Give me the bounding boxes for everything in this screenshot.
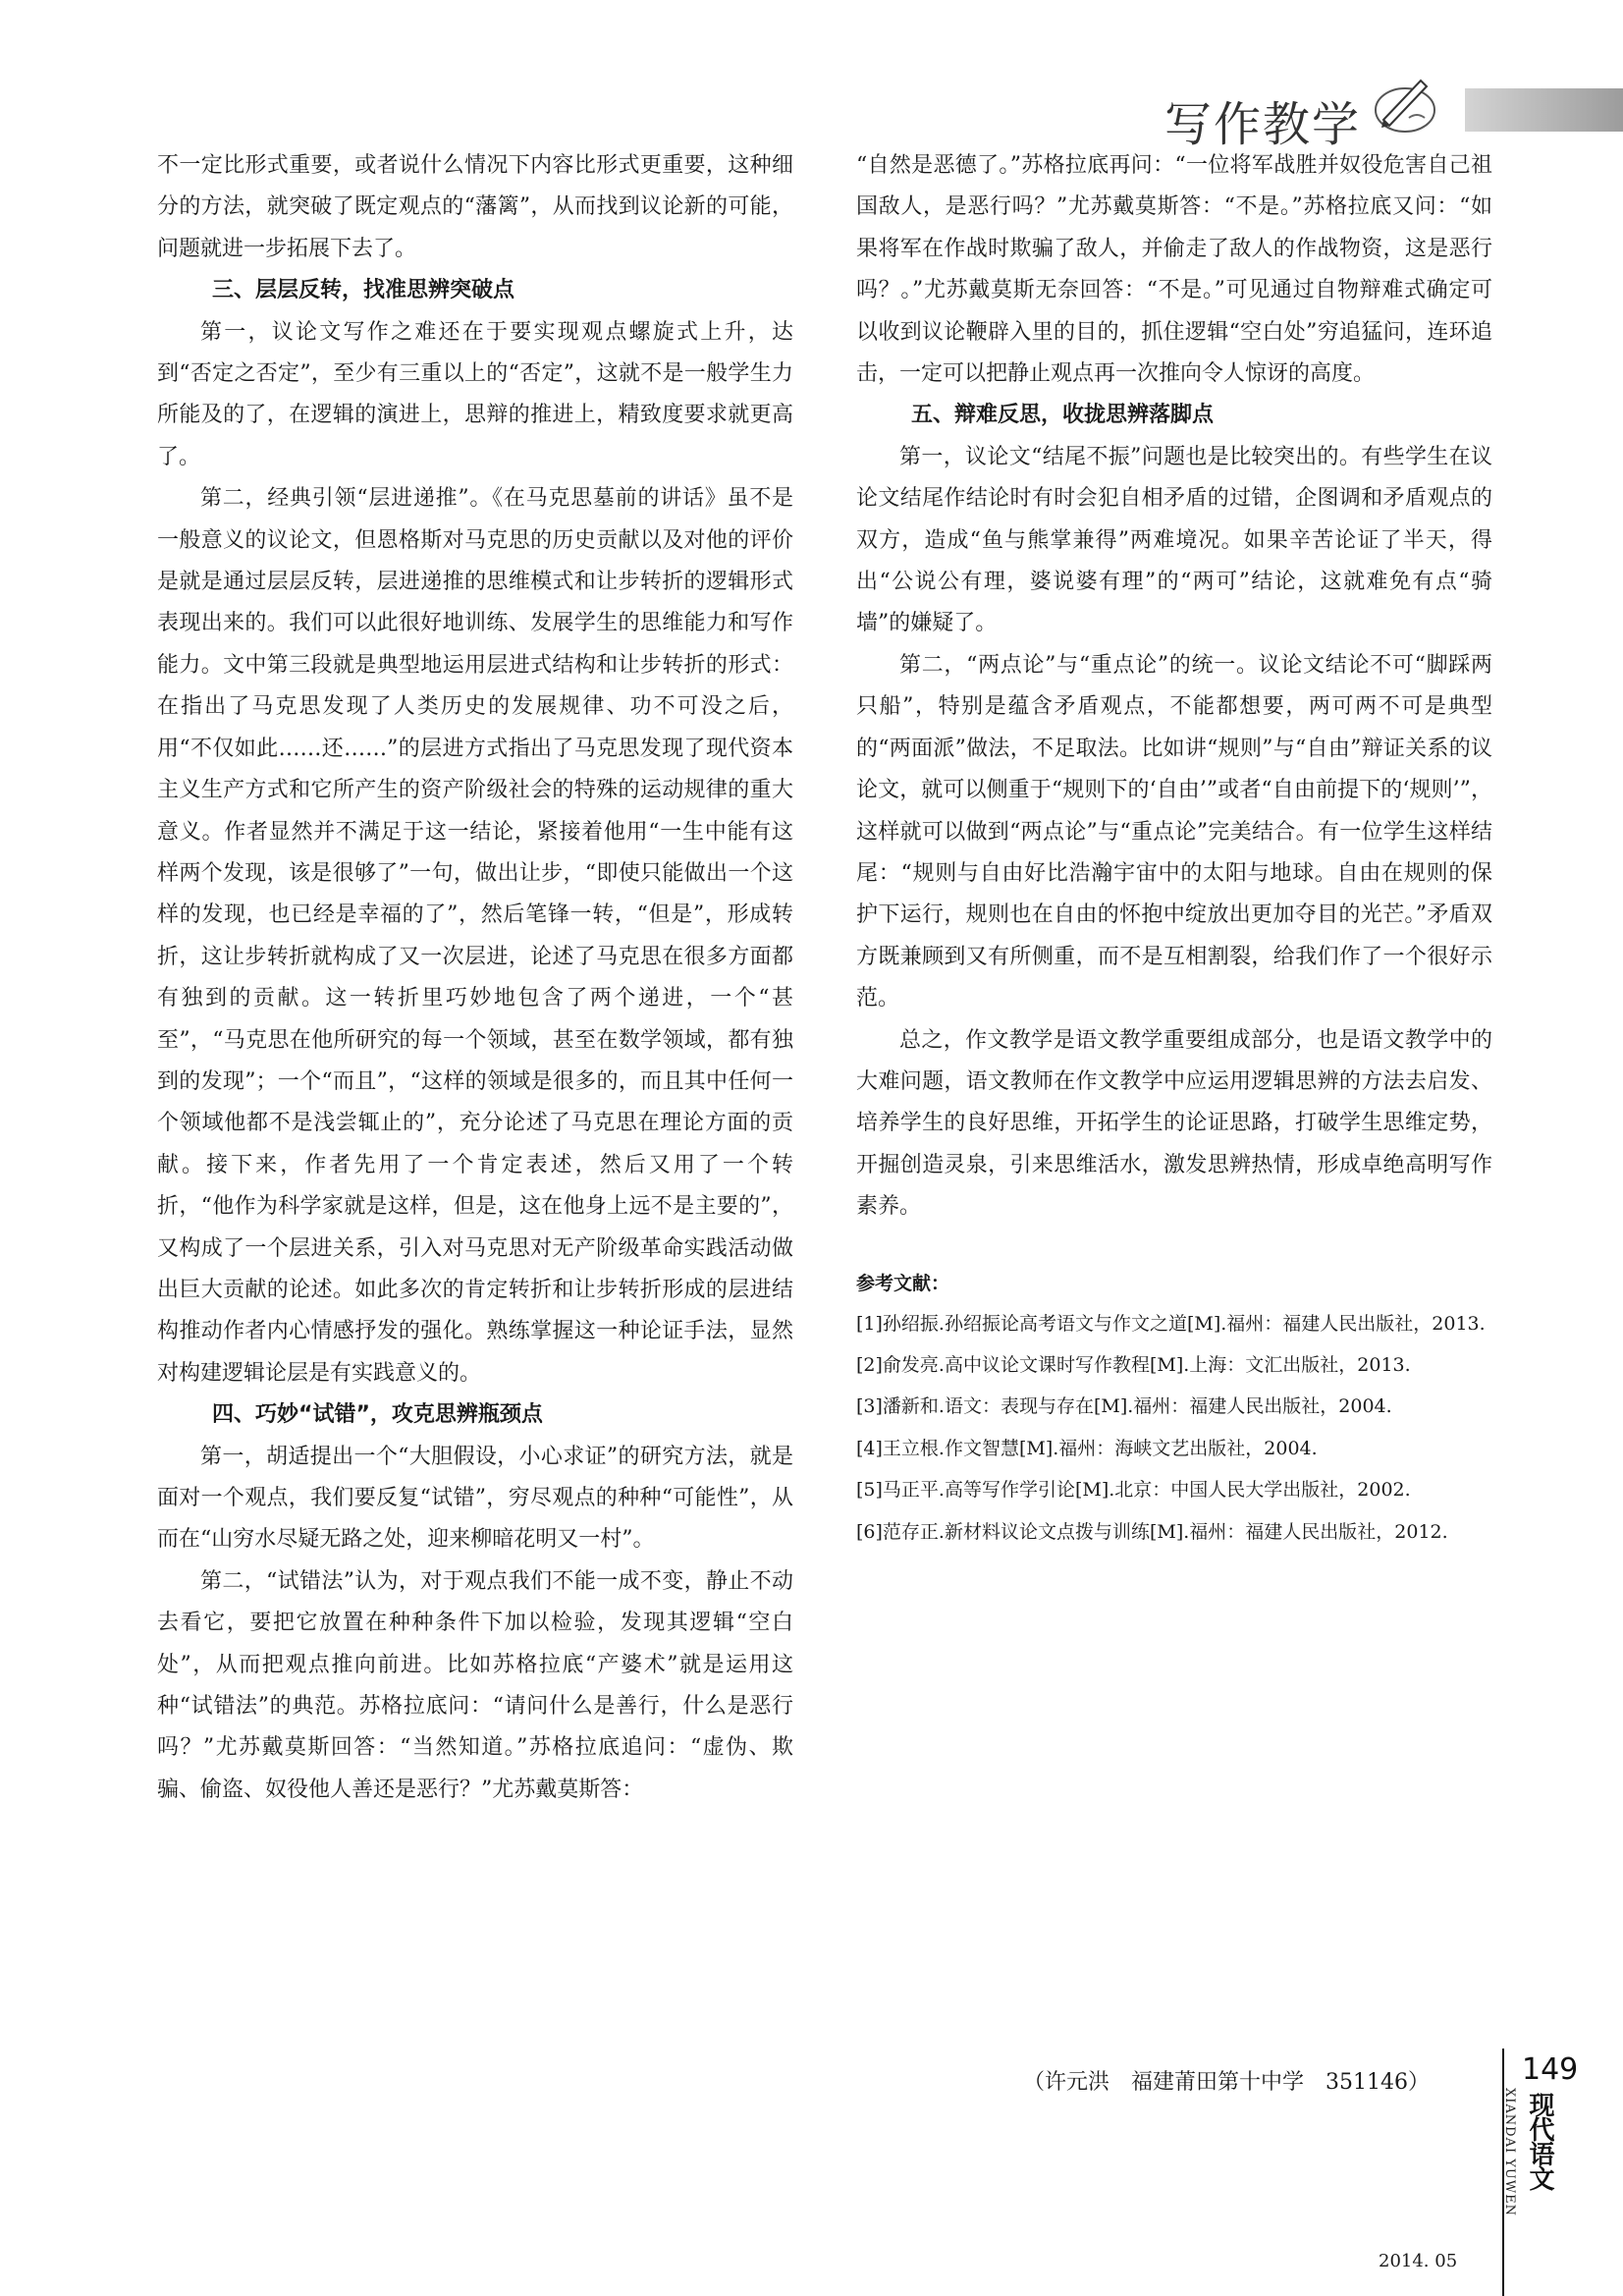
section-heading: 四、巧妙“试错”，攻克思辨瓶颈点 bbox=[212, 1402, 543, 1428]
paragraph: 总之，作文教学是语文教学重要组成部分，也是语文教学中的大难问题，语文教师在作文教学中应运用逻辑思辨的方法去启发、培养学生的良好思维，开拓学生的论证思路，打破学生思维定势，开掘创造灵泉，引来思维活水，激发思辨热情，形成卓绝高明写作素养。 bbox=[856, 1027, 1492, 1220]
page-number: 149 bbox=[1522, 2052, 1579, 2087]
paragraph: 第一，议论文写作之难还在于要实现观点螺旋式上升，达到“否定之否定”，至少有三重以上的“否定”，这就不是一般学生力所能及的了，在逻辑的演进上，思辩的推进上，精致度要求就更高了。 bbox=[157, 319, 793, 469]
header-decorative-bar bbox=[1465, 88, 1623, 132]
reference-item: [2]俞发亮.高中议论文课时写作教程[M].上海：文汇出版社，2013. bbox=[856, 1353, 1411, 1376]
paragraph: 第二，“试错法”认为，对于观点我们不能一成不变，静止不动去看它，要把它放置在种种条件下加以检验，发现其逻辑“空白处”，从而把观点推向前进。比如苏格拉底“产婆术”就是运用这种“试错法”的典范。苏格拉底问：“请问什么是善行，什么是恶行吗？”尤苏戴莫斯回答：“当然知道。”苏格拉底追问：“虚伪、欺骗、偷盗、奴役他人善还是恶行？”尤苏戴莫斯答： bbox=[157, 1568, 793, 1802]
issue-date: 2014. 05 bbox=[1379, 2251, 1458, 2271]
section-heading: 五、辩难反思，收拢思辨落脚点 bbox=[911, 403, 1215, 428]
reference-item: [6]范存正.新材料议论文点拨与训练[M].福州：福建人民出版社，2012. bbox=[856, 1520, 1448, 1543]
references-title: 参考文献： bbox=[856, 1272, 950, 1294]
references-list bbox=[856, 1303, 1492, 1553]
paragraph: “自然是恶德了。”苏格拉底再问：“一位将军战胜并奴役危害自己祖国敌人，是恶行吗？”尤苏戴莫斯答：“不是。”苏格拉底又问：“如果将军在作战时欺骗了敌人，并偷走了敌人的作战物资，这是恶行吗？。”尤苏戴莫斯无奈回答：“不是。”可见通过自物辩难式确定可以收到议论鞭辟入里的目的，抓住逻辑“空白处”穷追猛问，连环追击，一定可以把静止观点再一次推向令人惊讶的高度。 bbox=[856, 153, 1492, 387]
paragraph: 第二，“两点论”与“重点论”的统一。议论文结论不可“脚踩两只船”，特别是蕴含矛盾观点，不能都想要，两可两不可是典型的“两面派”做法，不足取法。比如讲“规则”与“自由”辩证关系的议论文，就可以侧重于“规则下的‘自由’”或者“自由前提下的‘规则’”，这样就可以做到“两点论”与“重点论”完美结合。有一位学生这样结尾：“规则与自由好比浩瀚宇宙中的太阳与地球。自由在规则的保护下运行，规则也在自由的怀抱中绽放出更加夺目的光芒。”矛盾双方既兼顾到又有所侧重，而不是互相割裂，给我们作了一个很好示范。 bbox=[856, 652, 1492, 1011]
paragraph: 第一，议论文“结尾不振”问题也是比较突出的。有些学生在议论文结尾作结论时有时会犯自相矛盾的过错，企图调和矛盾观点的双方，造成“鱼与熊掌兼得”两难境况。如果辛苦论证了半天，得出“公说公有理，婆说婆有理”的“两可”结论，这就难免有点“骑墙”的嫌疑了。 bbox=[856, 444, 1492, 636]
section-heading: 三、层层反转，找准思辨突破点 bbox=[212, 278, 515, 303]
left-column bbox=[157, 145, 793, 1811]
reference-item: [3]潘新和.语文：表现与存在[M].福州：福建人民出版社，2004. bbox=[856, 1395, 1392, 1418]
magazine-logo: 现代语文 bbox=[1525, 2092, 1554, 2190]
paragraph: 第二，经典引领“层进递推”。《在马克思墓前的讲话》虽不是一般意义的议论文，但恩格斯对马克思的历史贡献以及对他的评价是就是通过层层反转，层进递推的思维模式和让步转折的逻辑形式表现出来的。我们可以此很好地训练、发展学生的思维能力和写作能力。文中第三段就是典型地运用层进式结构和让步转折的形式：在指出了马克思发现了人类历史的发展规律、功不可没之后，用“不仅如此……还……”的层进方式指出了马克思发现了现代资本主义生产方式和它所产生的资产阶级社会的特殊的运动规律的重大意义。作者显然并不满足于这一结论，紧接着他用“一生中能有这样两个发现，该是很够了”一句，做出让步，“即使只能做出一个这样的发现，也已经是幸福的了”，然后笔锋一转，“但是”，形成转折，这让步转折就构成了又一次层进，论述了马克思在很多方面都有独到的贡献。这一转折里巧妙地包含了两个递进，一个“甚至”，“马克思在他所研究的每一个领域，甚至在数学领域，都有独到的发现”；一个“而且”，“这样的领域是很多的，而且其中任何一个领域他都不是浅尝辄止的”，充分论述了马克思在理论方面的贡献。接下来，作者先用了一个肯定表述，然后又用了一个转折，“他作为科学家就是这样，但是，这在他身上远不是主要的”，又构成了一个层进关系，引入对马克思对无产阶级革命实践活动做出巨大贡献的论述。如此多次的肯定转折和让步转折形成的层进结构推动作者内心情感抒发的强化。熟练掌握这一种论证手法，显然对构建逻辑论层是有实践意义的。 bbox=[157, 486, 793, 1386]
reference-item: [4]王立根.作文智慧[M].福州：海峡文艺出版社，2004. bbox=[856, 1437, 1318, 1459]
pen-writing-icon bbox=[1370, 69, 1440, 137]
paragraph: 不一定比形式重要，或者说什么情况下内容比形式更重要，这种细分的方法，就突破了既定观点的“藩篱”，从而找到议论新的可能，问题就进一步拓展下去了。 bbox=[157, 153, 793, 261]
reference-item: [1]孙绍振.孙绍振论高考语文与作文之道[M].福州：福建人民出版社，2013. bbox=[856, 1312, 1486, 1335]
reference-item: [5]马正平.高等写作学引论[M].北京：中国人民大学出版社，2002. bbox=[856, 1479, 1411, 1502]
magazine-pinyin: XIANDAI YUWEN bbox=[1502, 2088, 1517, 2216]
section-title: 写作教学 bbox=[1164, 97, 1362, 152]
paragraph: 第一，胡适提出一个“大胆假设，小心求证”的研究方法，就是面对一个观点，我们要反复“试错”，穷尽观点的种种“可能性”，从而在“山穷水尽疑无路之处，迎来柳暗花明又一村”。 bbox=[157, 1444, 793, 1553]
right-column bbox=[856, 145, 1492, 1553]
author-info: （许元洪 福建莆田第十中学 351146） bbox=[1023, 2070, 1430, 2095]
